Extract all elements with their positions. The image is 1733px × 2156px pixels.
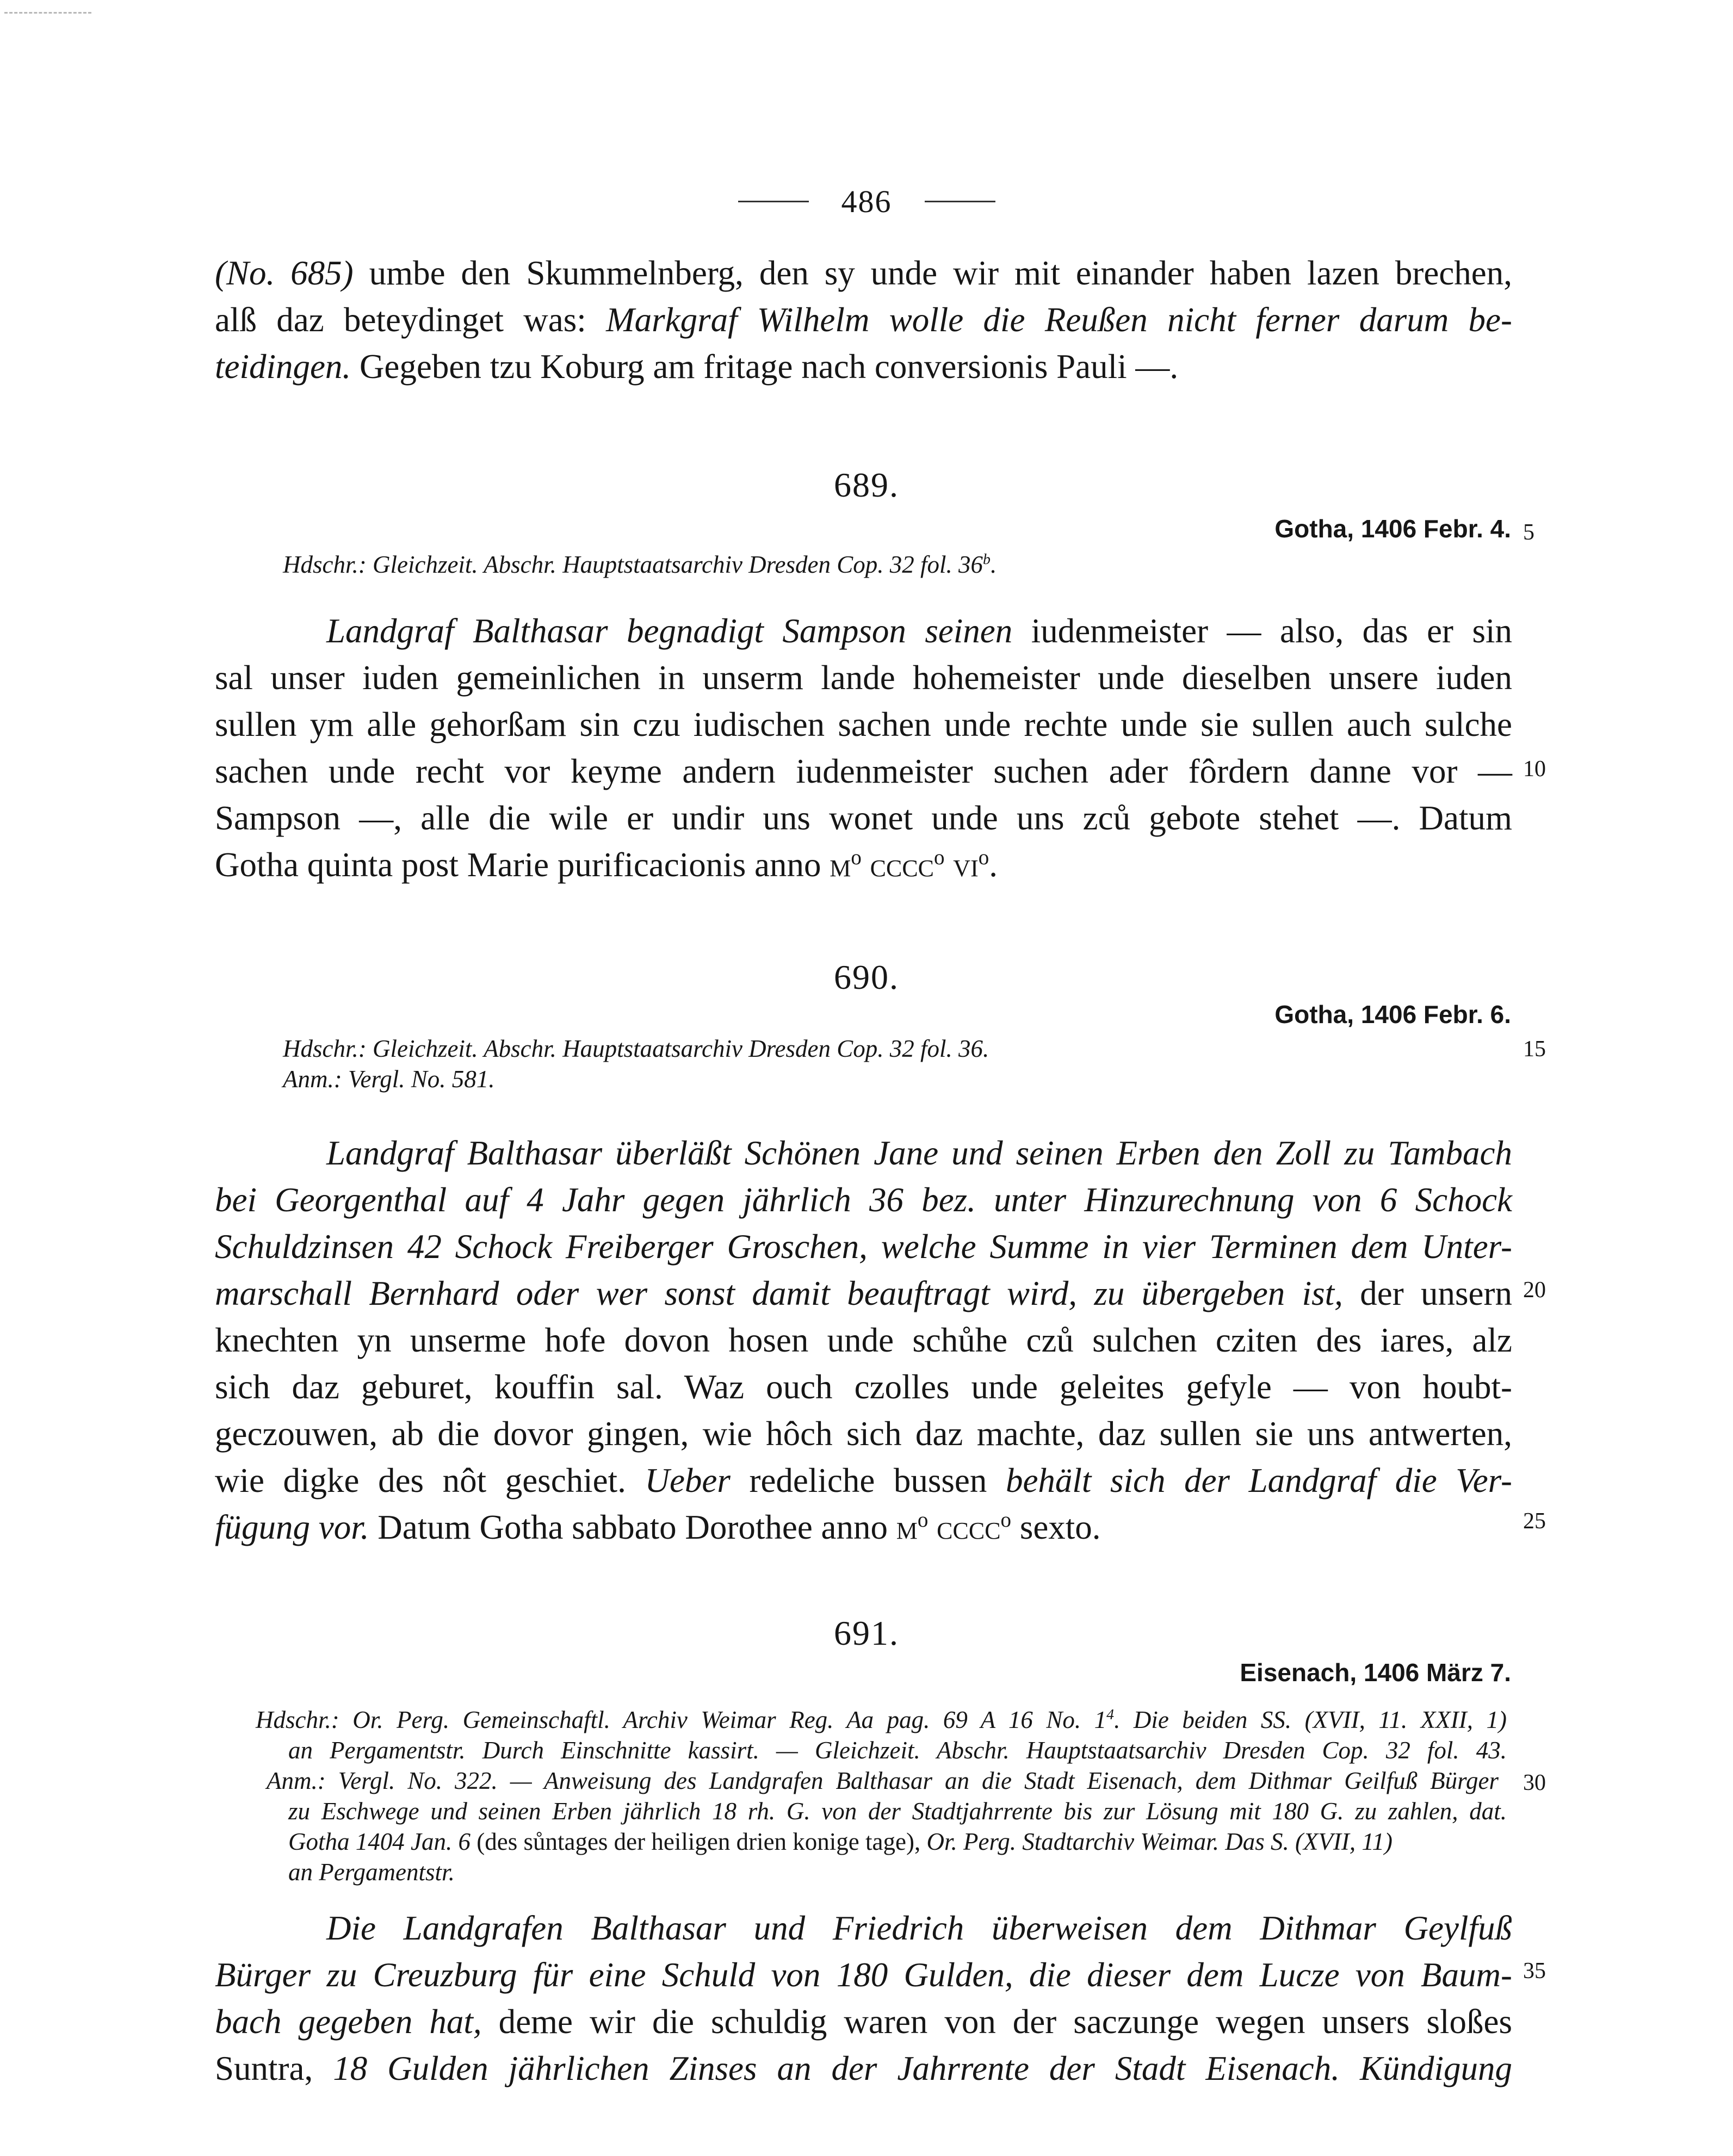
doc-690-text-line-4: marschall Bernhard oder wer sonst damit beauftragt wird, zu übergeben ist, der unsern: [215, 1274, 1512, 1312]
header-dash-right: [925, 201, 995, 202]
doc-690-text-line-9: fügung vor. Datum Gotha sabbato Dorothee anno $m^o$ cccc$^o$ sexto.: [215, 1508, 1101, 1546]
doc-691-note-line-5: Gotha 1404 Jan. 6 (des sůntages der heiligen drien konige tage), Or. Perg. Stadtarchiv Weimar. Das S. (XVII, 11): [288, 1828, 1393, 1855]
doc-690-source-note: Hdschr.: Gleichzeit. Abschr. Hauptstaatsarchiv Dresden Cop. 32 fol. 36.: [283, 1035, 989, 1062]
doc-691-note-line-2: an Pergamentstr. Durch Einschnitte kassirt. — Gleichzeit. Abschr. Hauptstaatsarchiv Dresden Cop. 32 fol. 43.: [288, 1737, 1507, 1764]
doc-691-text-line-3: bach gegeben hat, deme wir die schuldig waren von der saczunge wegen unsers sloßes: [215, 2003, 1512, 2041]
margin-line-number: 30: [1523, 1770, 1546, 1795]
intro-line-2: alß daz beteydinget was: Markgraf Wilhelm wolle die Reußen nicht ferner darum be-: [215, 301, 1512, 339]
doc-689-text-line-5: Sampson —, alle die wile er undir uns wonet unde uns zců gebote stehet —. Datum: [215, 799, 1512, 837]
doc-690-place-date: Gotha, 1406 Febr. 6.: [1274, 1000, 1511, 1029]
doc-690-text-line-1: Landgraf Balthasar überläßt Schönen Jane und seinen Erben den Zoll zu Tambach: [326, 1134, 1512, 1172]
doc-691-place-date: Eisenach, 1406 März 7.: [1240, 1658, 1511, 1687]
doc-689-text-line-6: Gotha quinta post Marie purificacionis anno $m^o$ cccc$^o$ $vi^o$.: [215, 846, 998, 884]
doc-691-note-line-1: Hdschr.: Or. Perg. Gemeinschaftl. Archiv Weimar Reg. Aa pag. 69 A 16 No. $1^4$. Die beiden SS. (XVII, 11. XXII, 1): [256, 1706, 1507, 1733]
margin-line-number: 35: [1523, 1959, 1546, 1984]
doc-690-text-line-2: bei Georgenthal auf 4 Jahr gegen jährlich 36 bez. unter Hinzurechnung von 6 Schock: [215, 1181, 1512, 1219]
page-number: 486: [841, 183, 892, 219]
margin-line-number: 5: [1523, 520, 1534, 545]
doc-690-text-line-3: Schuldzinsen 42 Schock Freiberger Groschen, welche Summe in vier Terminen dem Unter-: [215, 1228, 1512, 1266]
doc-689-text-line-4: sachen unde recht vor keyme andern iudenmeister suchen ader fôrdern danne vor —: [215, 752, 1512, 790]
doc-691-note-line-6: an Pergamentstr.: [288, 1858, 455, 1886]
doc-690-text-line-7: geczouwen, ab die dovor gingen, wie hôch sich daz machte, daz sullen sie uns antwerten,: [215, 1415, 1512, 1453]
doc-690-number: 690.: [834, 958, 899, 996]
doc-691-number: 691.: [834, 1614, 899, 1652]
doc-689-text-line-2: sal unser iuden gemeinlichen in unserm lande hohemeister unde dieselben unsere iuden: [215, 659, 1512, 697]
doc-690-text-line-6: sich daz geburet, kouffin sal. Waz ouch czolles unde geleites gefyle — von houbt-: [215, 1368, 1512, 1406]
doc-689-text-line-3: sullen ym alle gehorßam sin czu iudischen sachen unde rechte unde sie sullen auch sulche: [215, 705, 1512, 744]
scan-edge-mark: [4, 12, 91, 14]
intro-line-1: (No. 685) umbe den Skummelnberg, den sy unde wir mit einander haben lazen brechen,: [215, 254, 1512, 292]
doc-690-text-line-5: knechten yn unserme hofe dovon hosen unde schůhe czů sulchen cziten des iares, alz: [215, 1321, 1512, 1359]
doc-689-source-note: Hdschr.: Gleichzeit. Abschr. Hauptstaatsarchiv Dresden Cop. 32 fol. 36$^b$.: [283, 551, 997, 578]
intro-line-3: teidingen. Gegeben tzu Koburg am fritage nach conversionis Pauli —.: [215, 348, 1179, 386]
margin-line-number: 20: [1523, 1278, 1546, 1303]
margin-line-number: 10: [1523, 757, 1546, 782]
doc-690-annotation: Anm.: Vergl. No. 581.: [283, 1065, 495, 1093]
margin-line-number: 25: [1523, 1509, 1546, 1534]
doc-691-text-line-2: Bürger zu Creuzburg für eine Schuld von 180 Gulden, die dieser dem Lucze von Baum-: [215, 1956, 1512, 1994]
doc-691-text-line-1: Die Landgrafen Balthasar und Friedrich überweisen dem Dithmar Geylfuß: [326, 1909, 1512, 1947]
doc-689-place-date: Gotha, 1406 Febr. 4.: [1274, 515, 1511, 543]
doc-690-text-line-8: wie digke des nôt geschiet. Ueber redeliche bussen behält sich der Landgraf die Ver-: [215, 1461, 1512, 1500]
doc-689-number: 689.: [834, 466, 899, 504]
doc-689-text-line-1: Landgraf Balthasar begnadigt Sampson seinen iudenmeister — also, das er sin: [326, 612, 1512, 650]
doc-691-note-line-4: zu Eschwege und seinen Erben jährlich 18 rh. G. von der Stadtjahrrente bis zur Lösung mit 180 G. zu zahlen, dat.: [288, 1798, 1507, 1825]
header-dash-left: [738, 201, 809, 202]
margin-line-number: 15: [1523, 1037, 1546, 1062]
page-header: [717, 179, 1016, 223]
doc-691-note-line-3: Anm.: Vergl. No. 322. — Anweisung des Landgrafen Balthasar an die Stadt Eisenach, dem Dithmar Geilfuß Bürger: [267, 1767, 1499, 1794]
doc-691-text-line-4: Suntra, 18 Gulden jährlichen Zinses an der Jahrrente der Stadt Eisenach. Kündigung: [215, 2049, 1512, 2087]
